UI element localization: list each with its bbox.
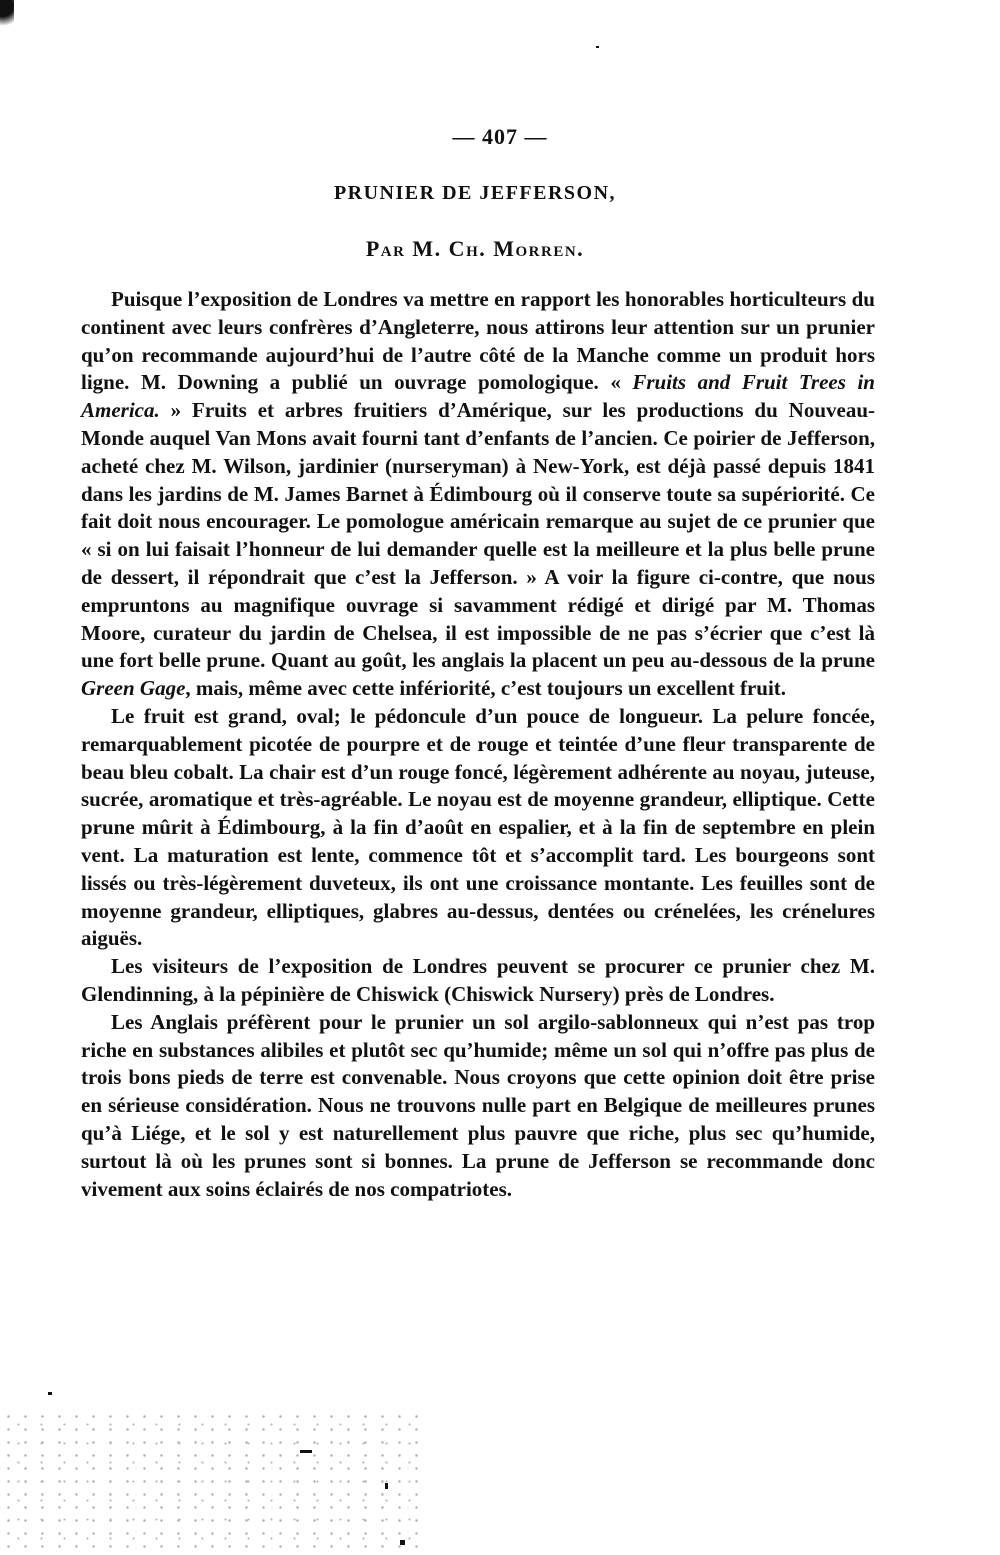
- scan-speck: [385, 1483, 388, 1489]
- article-body: [81, 286, 875, 1203]
- text-segment: Les visiteurs de l’exposition de Londres peuvent se procurer ce prunier chez M. Glendinning, à la pépinière de Chiswick (Chiswick Nursery) près de Londres.: [81, 954, 875, 1006]
- paragraph: [81, 953, 875, 1009]
- scan-speck: [48, 1392, 52, 1395]
- article-title: PRUNIER DE JEFFERSON,: [333, 182, 617, 204]
- scan-speck: [300, 1450, 312, 1453]
- text-segment: Puisque l’exposition de Londres va mettre en rapport les honorables horticulteurs du continent avec leurs confrères d’Angleterre, nous attirons leur attention sur un prunier qu’on recommande aujourd’hui de l’autre côté de la Manche comme un produit hors ligne. M. Downing a publié un ouvrage pomologique. «: [81, 287, 875, 395]
- scan-speck: [400, 1540, 405, 1545]
- paragraph: [81, 1009, 875, 1204]
- text-segment: » Fruits et arbres fruitiers d’Amérique, sur les productions du Nouveau-Monde auquel Van Mons avait fourni tant d’enfants de l’ancien. Ce poirier de Jefferson, acheté chez M. Wilson, jardinier (nurseryman) à New-York, est déjà passé depuis 1841 dans les jardins de M. James Barnet à Édimbourg où il conserve toute sa supériorité. Ce fait doit nous encourager. Le pomologue américain remarque au sujet de ce prunier que « si on lui faisait l’honneur de lui demander quelle est la meilleure et la plus belle prune de dessert, il répondrait que c’est la Jefferson. » A voir la figure ci-contre, que nous empruntons au magnifique ouvrage si savamment rédigé et dirigé par M. Thomas Moore, curateur du jardin de Chelsea, il est impossible de ne pas s’écrier que c’est là une fort belle prune. Quant au goût, les anglais la placent un peu au-dessous de la prune: [81, 398, 875, 673]
- article-byline: Par M. Ch. Morren.: [365, 236, 585, 261]
- variety-name-italic: Green Gage: [81, 676, 186, 701]
- book-title-italic: Fruits and Fruit Trees in America.: [81, 370, 875, 423]
- paragraph: [81, 703, 875, 953]
- scan-speck: [596, 46, 599, 48]
- page-number: — 407 —: [452, 124, 548, 149]
- text-segment: Le fruit est grand, oval; le pédoncule d’un pouce de longueur. La pelure foncée, remarquablement picotée de pourpre et de rouge et teintée d’une fleur transparente de beau bleu cobalt. La chair est d’un rouge foncé, légèrement adhérente au noyau, juteuse, sucrée, aromatique et très-agréable. Le noyau est de moyenne grandeur, elliptique. Cette prune mûrit à Édimbourg, à la fin d’août en espalier, et à la fin de septembre en plein vent. La maturation est lente, commence tôt et s’accomplit tard. Les bourgeons sont lissés ou très-légèrement duveteux, ils ont une croissance montante. Les feuilles sont de moyenne grandeur, elliptiques, glabres au-dessus, dentées ou crénelées, les crénelures aiguës.: [81, 703, 875, 951]
- scan-smudge: [0, 0, 14, 30]
- scan-noise: [0, 1410, 420, 1555]
- text-segment: , mais, même avec cette infériorité, c’est toujours un excellent fruit.: [185, 676, 787, 701]
- paragraph: [81, 286, 875, 703]
- text-segment: Les Anglais préfèrent pour le prunier un sol argilo-sablonneux qui n’est pas trop riche en substances alibiles et plutôt sec qu’humide; même un sol qui n’offre pas plus de trois bons pieds de terre est convenable. Nous croyons que cette opinion doit être prise en sérieuse considération. Nous ne trouvons nulle part en Belgique de meilleures prunes qu’à Liége, et le sol y est naturellement plus pauvre que riche, plus sec qu’humide, surtout là où les prunes sont si bonnes. La prune de Jefferson se recommande donc vivement aux soins éclairés de nos compatriotes.: [81, 1009, 875, 1201]
